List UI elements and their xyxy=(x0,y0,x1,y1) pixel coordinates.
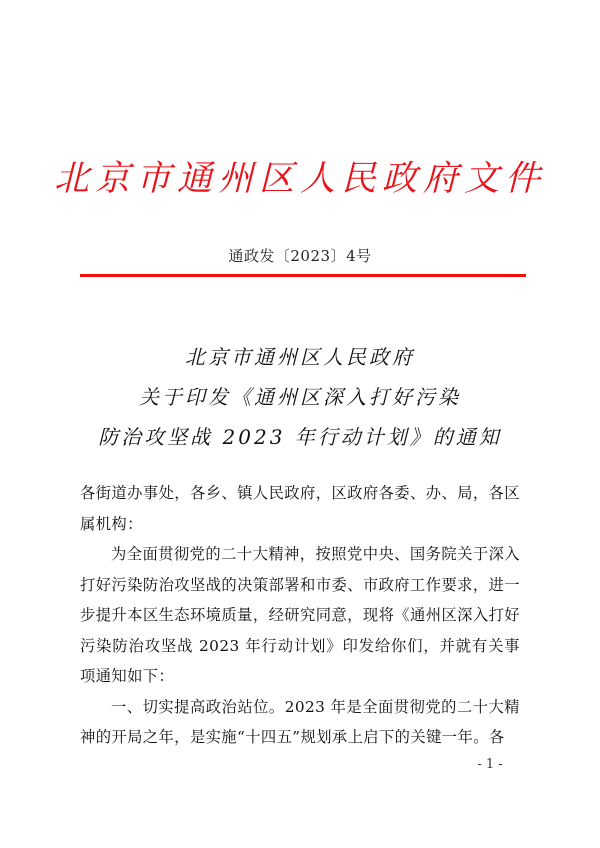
title-line-2: 关于印发《通州区深入打好污染 xyxy=(139,385,461,409)
title-line-3: 防治攻坚战 2023 年行动计划》的通知 xyxy=(98,425,502,449)
document-header-title: 北京市通州区人民政府文件 xyxy=(53,159,546,199)
red-divider-line xyxy=(80,274,526,277)
title-line-1: 北京市通州区人民政府 xyxy=(185,345,415,369)
paragraph-1: 为全面贯彻党的二十大精神，按照党中央、国务院关于深入打好污染防治攻坚战的决策部署和市委、市政府工作要求，进一步提升本区生态环境质量，经研究同意，现将《通州区深入打好污染防治攻坚战 2023 年行动计划》印发给你们，并就有关事项通知如下： xyxy=(80,545,520,685)
notice-title xyxy=(0,337,600,457)
document-body xyxy=(80,478,520,753)
document-number: 通政发〔2023〕4号 xyxy=(228,247,372,265)
addressee: 各街道办事处，各乡、镇人民政府，区政府各委、办、局，各区属机构： xyxy=(80,484,520,533)
page-number: - 1 - xyxy=(477,757,503,772)
paragraph-2: 一、切实提高政治站位。2023 年是全面贯彻党的二十大精神的开局之年，是实施“十四五”规划承上启下的关键一年。各 xyxy=(80,697,520,746)
